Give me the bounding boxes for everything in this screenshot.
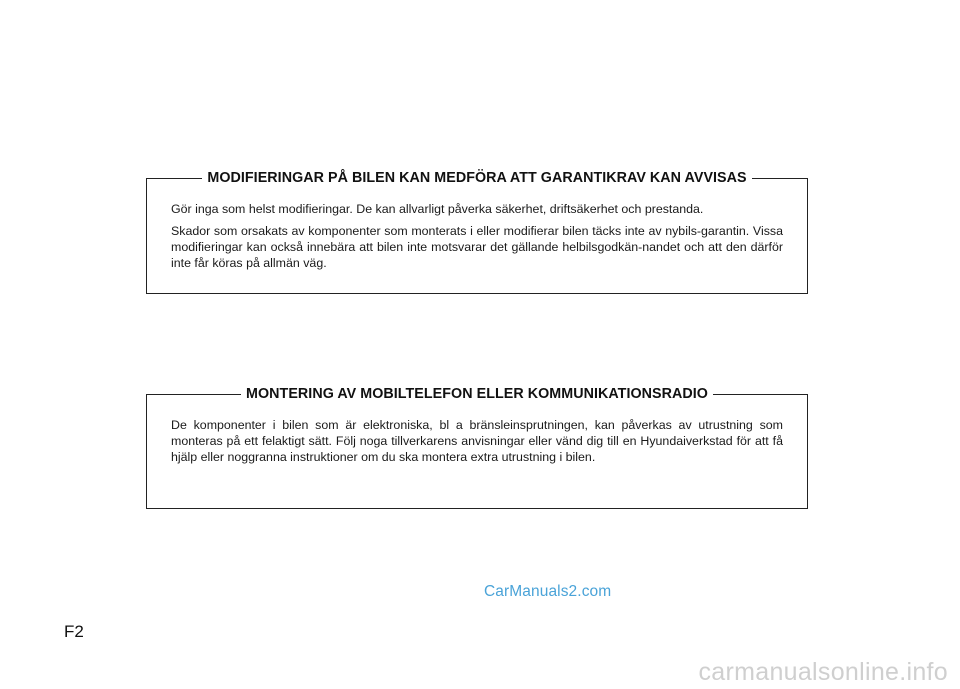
footer-watermark: carmanualsonline.info <box>698 658 948 686</box>
notice-title-container <box>147 168 807 188</box>
notice-title: MONTERING AV MOBILTELEFON ELLER KOMMUNIKATIONSRADIO <box>241 386 713 402</box>
notice-paragraph: Skador som orsakats av komponenter som monterats i eller modifierar bilen täcks inte av nybils-garantin. Vissa modifieringar kan också innebära att bilen inte motsvarar det gällande helbilsgodkän-nandet och att den därför inte får köras på allmän väg. <box>171 224 783 270</box>
notice-paragraph: De komponenter i bilen som är elektroniska, bl a bränsleinsprutningen, kan påverkas av utrustning som monteras på ett felaktigt sätt. Följ noga tillverkarens anvisningar eller vänd dig till en Hyundaiverkstad för att få hjälp eller noggranna instruktioner om du ska montera extra utrustning i bilen. <box>171 418 783 464</box>
notice-box-mobile-phone <box>146 386 808 509</box>
watermark-link[interactable]: CarManuals2.com <box>484 583 612 600</box>
page-number: F2 <box>64 622 84 641</box>
notice-paragraph: Gör inga som helst modifieringar. De kan allvarligt påverka säkerhet, driftsäkerhet och prestanda. <box>171 202 704 216</box>
notice-title: MODIFIERINGAR PÅ BILEN KAN MEDFÖRA ATT GARANTIKRAV KAN AVVISAS <box>202 170 751 186</box>
notice-body <box>171 201 783 277</box>
notice-body <box>171 417 783 471</box>
notice-title-container <box>147 384 807 404</box>
notice-box-modifications <box>146 170 808 294</box>
